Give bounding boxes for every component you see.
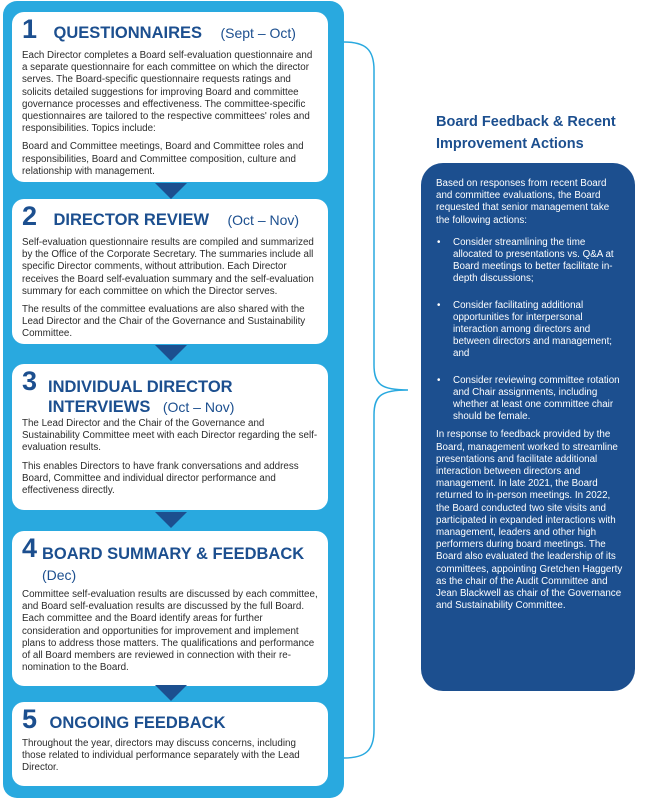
step-3-title-line1: INDIVIDUAL DIRECTOR [48,378,233,396]
step-2-period: (Oct – Nov) [227,212,300,228]
step-4-period: (Dec) [42,567,77,583]
step-3-number: 3 [22,366,38,396]
step-4-header [22,533,318,589]
step-5-header [22,704,318,738]
sidebar-closing: In response to feedback provided by the Board, management worked to streamline presentations and facilitate additional interaction between directors and management. In late 2021, the Board returned to in-person meetings. In 2022, the Board conducted two site visits and participated in expanded interactions with management, leaders and other high performers during board meetings. The Board also evaluated the leadership of its committees, appointing Gretchen Haggerty as the chair of the Audit Committee and Jean Blackwell as chair of the Governance and Sustainability Committee. [436,429,623,612]
step-2-title: DIRECTOR REVIEW [53,211,210,229]
flow-arrow-2 [155,345,187,361]
step-5-number: 5 [22,704,38,734]
step-2-paragraph-2: The results of the committee evaluations are also shared with the Lead Director and the Chair of the Governance and Sustainability Committee. [22,304,306,340]
step-3-header [22,366,318,418]
flow-arrow-3 [155,512,187,528]
sidebar-title [436,111,636,155]
action-bullet-2-text: Consider facilitating additional opportunities for interpersonal interaction among directors and between directors and management; and [453,299,613,360]
sidebar-title-line2: Improvement Actions [436,136,584,152]
step-5-title: ONGOING FEEDBACK [49,714,226,732]
step-1-questionnaires [12,12,328,182]
step-2-director-review [12,199,328,344]
step-1-period: (Sept – Oct) [220,25,296,41]
flow-arrow-4 [155,685,187,701]
step-3-period: (Oct – Nov) [162,399,235,415]
step-2-header [22,201,318,237]
step-4-title: BOARD SUMMARY & FEEDBACK [42,545,305,563]
action-bullet-3 [436,375,625,424]
action-bullet-1 [436,237,625,286]
step-1-paragraph-2: Board and Committee meetings, Board and Committee roles and responsibilities, Board and Committee composition, culture and relationship with management. [22,141,304,177]
step-3-title-row2 [48,398,234,417]
step-2-number: 2 [22,201,38,231]
sidebar-intro: Based on responses from recent Board and committee evaluations, the Board requested that senior management take the following actions: [436,178,610,226]
step-3-paragraph-1: The Lead Director and the Chair of the Governance and Sustainability Committee meet with each Director regarding the self-evaluation results. [22,418,318,454]
bullet-dot-icon: • [437,236,441,248]
improvement-actions-box [421,163,635,691]
sidebar-title-line1: Board Feedback & Recent [436,114,616,130]
step-3-individual-interviews [12,364,328,510]
step-5-ongoing-feedback [12,702,328,786]
bullet-dot-icon: • [437,299,441,311]
step-1-title: QUESTIONNAIRES [53,24,203,42]
flow-arrow-1 [155,183,187,199]
step-1-paragraph-1: Each Director completes a Board self-evaluation questionnaire and a separate questionnaire for each committee on which the director serves. The Board-specific questionnaire requests ratings and solicits detailed suggestions for improving Board and committee governance processes and effectiveness. The committee-specific questionnaires are tailored to the respective committees' roles and responsibilities. Topics include: [22,50,313,135]
step-3-title-line2: INTERVIEWS [48,398,151,416]
connector-brace [344,40,414,760]
step-4-board-summary [12,531,328,686]
action-bullet-3-text: Consider reviewing committee rotation and Chair assignments, including whether at least one committee chair should be female. [453,374,620,423]
step-1-header [22,14,318,50]
action-bullet-1-text: Consider streamlining the time allocated to presentations vs. Q&A at Board meetings to better facilitate in-depth discussions; [453,236,614,285]
step-3-paragraph-2: This enables Directors to have frank conversations and address Board, Committee and individual director performance and effectiveness directly. [22,460,299,497]
action-bullet-2 [436,300,625,361]
step-4-number: 4 [22,533,38,563]
step-4-paragraph-1: Committee self-evaluation results are discussed by each committee, and Board self-evaluation results are discussed by the full Board. Each committee and the Board identify areas for further consideration and opportunities for improvement and implement plans to address those matters. The qualifications and performance of all Board members are reviewed in connection with their re-nomination to the Board. [22,589,318,674]
step-2-paragraph-1: Self-evaluation questionnaire results are compiled and summarized by the Office of the Corporate Secretary. The summaries include all specific Director comments, without attribution. Each Director receives the Board self-evaluation summary and the self-evaluation summary for each committee on which the Director serves. [22,237,314,297]
step-1-number: 1 [22,14,38,44]
bullet-dot-icon: • [437,374,441,386]
step-5-paragraph-1: Throughout the year, directors may discuss concerns, including those related to individual performance separately with the Lead Director. [22,738,300,774]
